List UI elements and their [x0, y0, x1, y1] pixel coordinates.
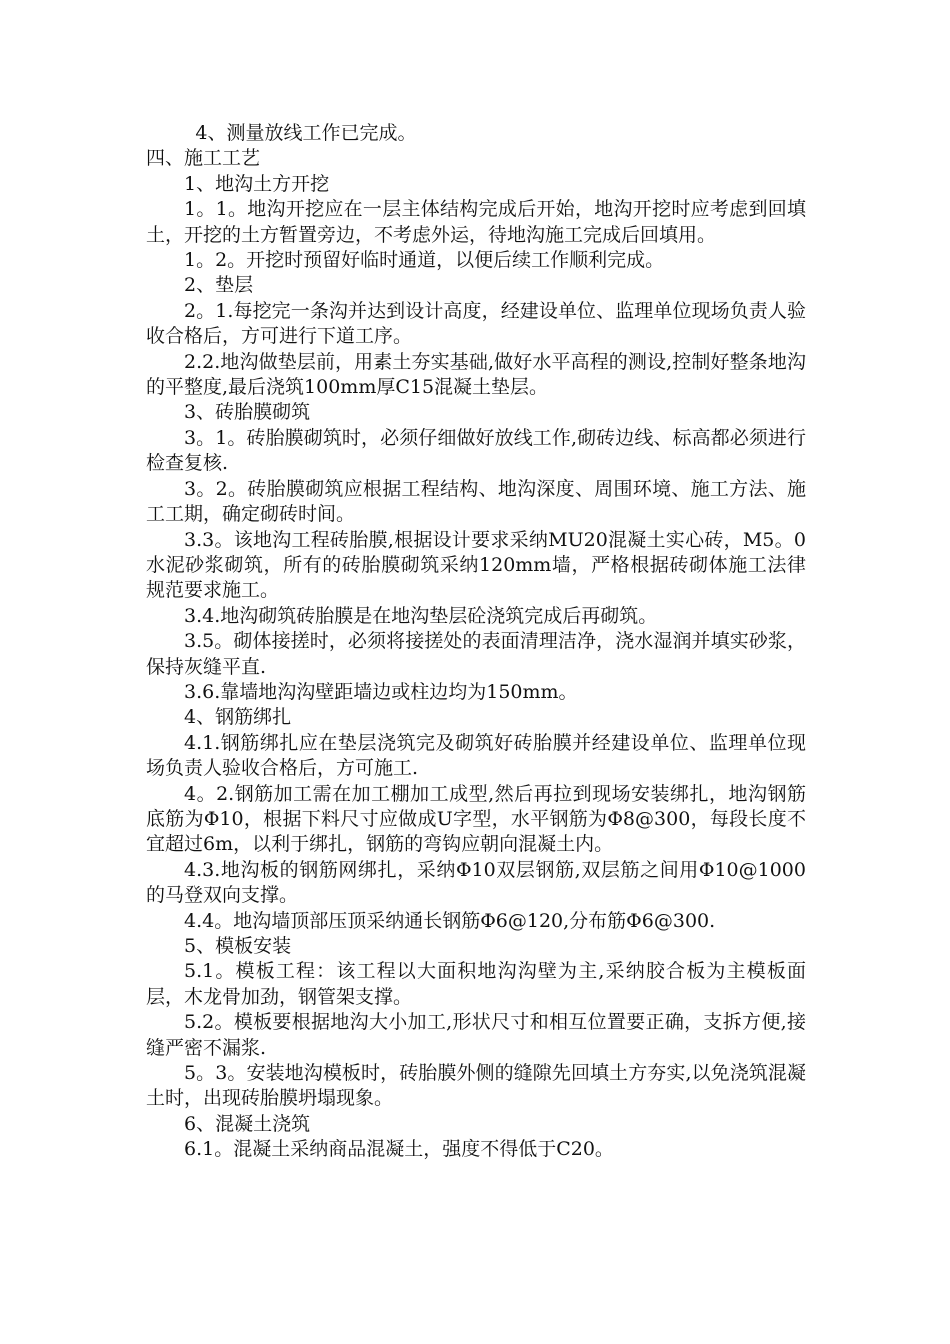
paragraph: 4.3.地沟板的钢筋网绑扎，采纳Φ10双层钢筋,双层筋之间用Φ10@1000的马登双向支撑。 — [146, 858, 806, 907]
subsection-heading: 5、模板安装 — [184, 935, 292, 957]
paragraph: 4.1.钢筋绑扎应在垫层浇筑完及砌筑好砖胎膜并经建设单位、监理单位现场负责人验收合格后，方可施工. — [146, 731, 806, 780]
paragraph: 3。1。砖胎膜砌筑时，必须仔细做好放线工作,砌砖边线、标高都必须进行检查复核. — [146, 426, 806, 475]
document-body — [146, 121, 806, 1163]
paragraph: 3.3。该地沟工程砖胎膜,根据设计要求采纳MU20混凝土实心砖，M5。0水泥砂浆砌筑，所有的砖胎膜砌筑采纳120mm墙，严格根据砖砌体施工法律规范要求施工。 — [146, 528, 806, 602]
paragraph: 3.5。砌体接搓时，必须将接搓处的表面清理洁净，浇水湿润并填实砂浆，保持灰缝平直. — [146, 630, 806, 678]
paragraph: 3.6.靠墙地沟沟壁距墙边或柱边均为150mm。 — [184, 680, 578, 703]
paragraph: 5.2。模板要根据地沟大小加工,形状尺寸和相互位置要正确，支拆方便,接缝严密不漏浆. — [146, 1011, 806, 1059]
subsection-heading: 6、混凝土浇筑 — [184, 1112, 311, 1135]
paragraph: 4。2.钢筋加工需在加工棚加工成型,然后再拉到现场安装绑扎，地沟钢筋底筋为Φ10，根据下料尺寸应做成U字型，水平钢筋为Φ8@300，每段长度不宜超过6m，以利于绑扎，钢筋的弯钩应朝向混凝土内。 — [146, 782, 806, 856]
paragraph: 3。2。砖胎膜砌筑应根据工程结构、地沟深度、周围环境、施工方法、施工工期，确定砌砖时间。 — [146, 477, 806, 526]
paragraph: 4、测量放线工作已完成。 — [195, 122, 417, 144]
paragraph: 2。1.每挖完一条沟并达到设计高度，经建设单位、监理单位现场负责人验收合格后，方可进行下道工序。 — [146, 299, 806, 348]
subsection-heading: 3、砖胎膜砌筑 — [184, 401, 311, 424]
paragraph: 6.1。混凝土采纳商品混凝土，强度不得低于C20。 — [184, 1138, 614, 1161]
paragraph: 2.2.地沟做垫层前，用素土夯实基础,做好水平高程的测设,控制好整条地沟的平整度,最后浇筑100mm厚C15混凝土垫层。 — [146, 350, 806, 399]
paragraph: 1。2。开挖时预留好临时通道，以便后续工作顺利完成。 — [184, 249, 665, 272]
paragraph: 1。1。地沟开挖应在一层主体结构完成后开始，地沟开挖时应考虑到回填土，开挖的土方暂置旁边，不考虑外运，待地沟施工完成后回填用。 — [146, 198, 806, 246]
section-heading: 四、施工工艺 — [146, 147, 261, 170]
paragraph: 3.4.地沟砌筑砖胎膜是在地沟垫层砼浇筑完成后再砌筑。 — [184, 604, 658, 627]
subsection-heading: 4、钢筋绑扎 — [184, 706, 292, 729]
paragraph: 5。3。安装地沟模板时，砖胎膜外侧的缝隙先回填土方夯实,以免浇筑混凝土时，出现砖胎膜坍塌现象。 — [146, 1062, 806, 1110]
subsection-heading: 1、地沟土方开挖 — [184, 172, 330, 195]
paragraph: 4.4。地沟墙顶部压顶采纳通长钢筋Φ6@120,分布筋Φ6@300. — [184, 909, 716, 932]
subsection-heading: 2、垫层 — [184, 274, 254, 297]
paragraph: 5.1。模板工程：该工程以大面积地沟沟壁为主,采纳胶合板为主模板面层，木龙骨加劲，钢管架支撑。 — [146, 960, 806, 1008]
